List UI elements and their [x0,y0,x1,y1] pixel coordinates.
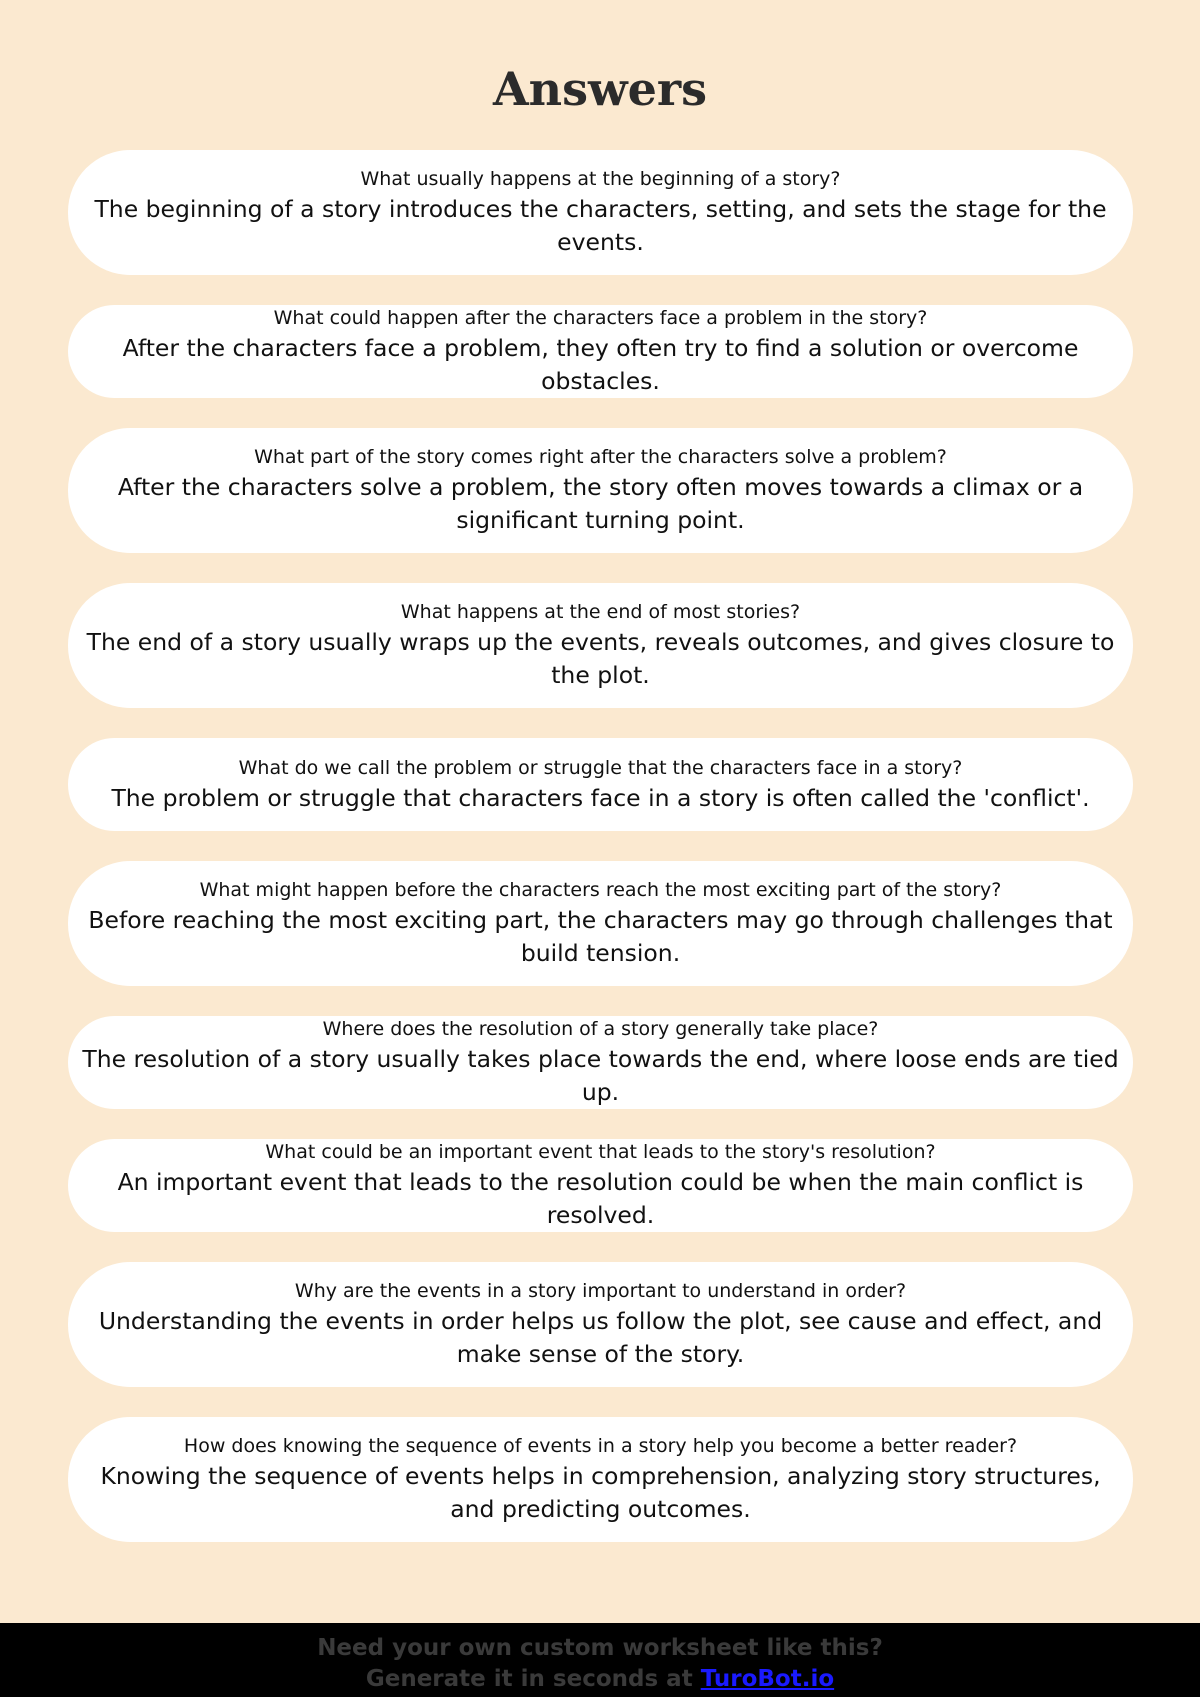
answer-text: The resolution of a story usually takes place towards the end, where loose ends are tied up. [82,1045,1119,1106]
answer-card [68,1417,1133,1542]
answer-text: The beginning of a story introduces the characters, setting, and sets the stage for the events. [94,195,1107,256]
footer-line-1: Need your own custom worksheet like this? [317,1635,883,1661]
answer-card [68,861,1133,986]
promo-footer [0,1623,1200,1697]
answer-text: After the characters face a problem, they often try to find a solution or overcome obstacles. [122,334,1079,395]
answer-card [68,305,1133,398]
answer-card [68,150,1133,275]
answer-card [68,1262,1133,1387]
answer-text: The end of a story usually wraps up the events, reveals outcomes, and gives closure to the plot. [86,628,1115,689]
turobot-link[interactable]: TuroBot.io [700,1666,835,1692]
answer-card [68,583,1133,708]
question-text: What happens at the end of most stories? [400,601,801,623]
question-text: What could be an important event that leads to the story's resolution? [265,1141,936,1163]
question-text: What usually happens at the beginning of a story? [360,168,841,190]
question-text: What do we call the problem or struggle that the characters face in a story? [238,756,963,779]
answer-card [68,1139,1133,1232]
question-text: How does knowing the sequence of events in a story help you become a better reader? [183,1435,1018,1457]
answers-list [68,150,1133,1572]
footer-line-2-text: Generate it in seconds at [365,1666,701,1692]
page-title: Answers [492,62,708,116]
answer-card [68,738,1133,831]
question-text: What part of the story comes right after the characters solve a problem? [254,446,947,468]
answer-text: Understanding the events in order helps us follow the plot, see cause and effect, and make sense of the story. [98,1307,1103,1368]
answer-card [68,428,1133,553]
answer-text: Knowing the sequence of events helps in comprehension, analyzing story structures, and predicting outcomes. [100,1462,1101,1523]
answer-text: The problem or struggle that characters face in a story is often called the 'conflict'. [111,783,1090,812]
question-text: Why are the events in a story important to understand in order? [294,1280,907,1302]
answer-card [68,1016,1133,1109]
question-text: Where does the resolution of a story generally take place? [322,1018,879,1040]
answer-text: Before reaching the most exciting part, the characters may go through challenges that build tension. [88,906,1113,967]
question-text: What might happen before the characters reach the most exciting part of the story? [199,879,1002,901]
answer-text: After the characters solve a problem, the story often moves towards a climax or a significant turning point. [117,473,1084,534]
question-text: What could happen after the characters face a problem in the story? [273,307,928,329]
footer-line-2 [0,1664,1200,1695]
answer-text: An important event that leads to the resolution could be when the main conflict is resolved. [117,1168,1084,1229]
